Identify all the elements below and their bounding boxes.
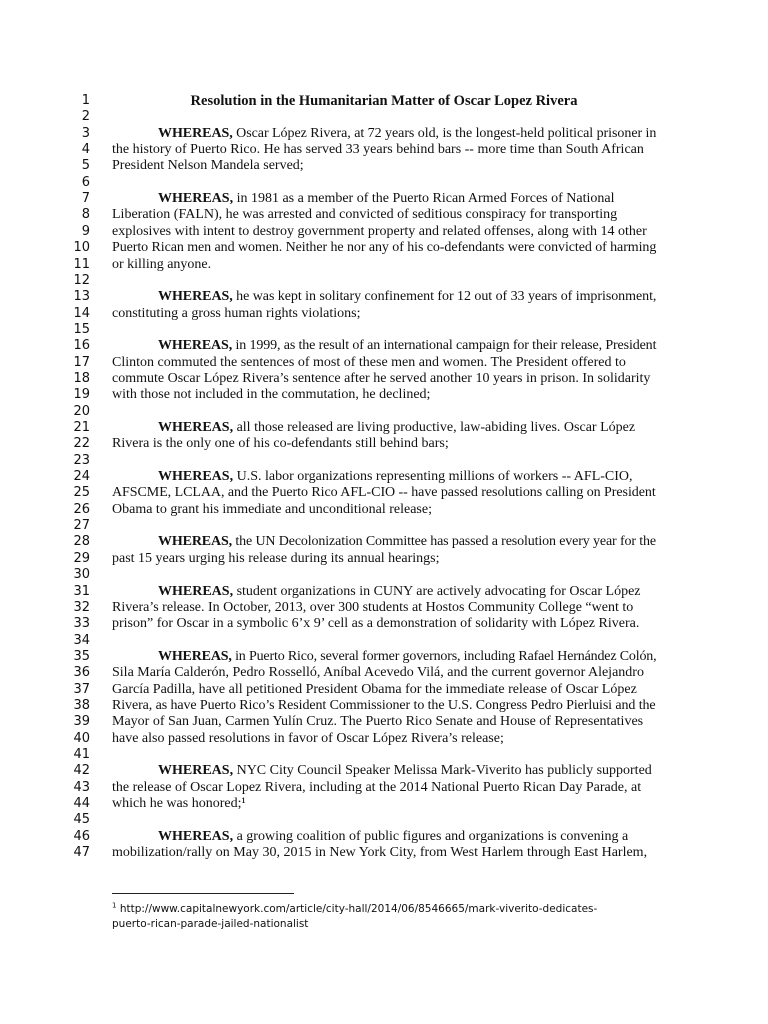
line-number: 37 — [73, 681, 90, 697]
line-content: in 1999, as the result of an international campaign for their release, President — [232, 338, 657, 354]
line-number: 8 — [81, 207, 90, 223]
document-line — [0, 584, 768, 600]
line-number: 44 — [73, 796, 90, 812]
document-line — [0, 371, 768, 387]
line-text — [112, 551, 656, 567]
document-line — [0, 126, 768, 142]
line-number: 6 — [81, 174, 90, 190]
line-content: Puerto Rican men and women. Neither he nor any of his co-defendants were convicted of harming — [112, 240, 657, 256]
line-text — [158, 420, 656, 436]
line-text — [158, 649, 656, 665]
document-line — [0, 436, 768, 452]
document-line — [0, 469, 768, 485]
line-content: the history of Puerto Rico. He has served 33 years behind bars -- more time than South African — [112, 142, 644, 158]
line-text — [112, 436, 656, 452]
line-number: 15 — [73, 321, 90, 337]
document-line — [0, 534, 768, 550]
line-content: he was kept in solitary confinement for 12 out of 33 years of imprisonment, — [232, 289, 657, 305]
whereas-keyword: WHEREAS, — [158, 583, 234, 599]
line-number: 30 — [73, 567, 90, 583]
line-text — [112, 845, 656, 861]
line-text — [112, 665, 656, 681]
line-content: constituting a gross human rights violations; — [112, 305, 361, 321]
document-line — [0, 338, 768, 354]
line-content: Rivera’s release. In October, 2013, over 300 students at Hostos Community College “went to — [112, 599, 634, 615]
line-number: 11 — [73, 256, 90, 272]
document-line — [0, 191, 768, 207]
document-line — [0, 796, 768, 812]
document-line — [0, 240, 768, 256]
line-number: 20 — [73, 403, 90, 419]
whereas-keyword: WHEREAS, — [158, 289, 233, 305]
line-number: 47 — [73, 845, 90, 861]
line-number: 14 — [73, 305, 90, 321]
line-number: 3 — [81, 125, 90, 141]
line-number: 2 — [81, 109, 90, 125]
line-number: 18 — [73, 370, 90, 386]
document-line — [0, 453, 768, 469]
line-number: 38 — [73, 697, 90, 713]
line-content: Rivera, as have Puerto Rico’s Resident Commissioner to the U.S. Congress Pedro Pierluisi and the — [112, 697, 656, 713]
line-content: García Padilla, have all petitioned President Obama for the immediate release of Oscar López — [112, 681, 637, 697]
footnote-divider — [112, 893, 294, 894]
line-text — [112, 682, 656, 698]
line-content: the release of Oscar Lopez Rivera, including at the 2014 National Puerto Rican Day Parade, at — [112, 779, 642, 795]
line-number: 25 — [73, 485, 90, 501]
document-line — [0, 698, 768, 714]
line-content: have also passed resolutions in favor of Oscar López Rivera’s release; — [112, 730, 504, 746]
line-content: in Puerto Rico, several former governors, including Rafael Hernández Colón, — [231, 648, 657, 664]
document-line — [0, 175, 768, 191]
line-content: U.S. labor organizations representing millions of workers -- AFL-CIO, — [233, 469, 633, 485]
line-number: 12 — [73, 272, 90, 288]
line-content: in 1981 as a member of the Puerto Rican Armed Forces of National — [233, 191, 615, 207]
document-line — [0, 322, 768, 338]
line-number: 26 — [73, 501, 90, 517]
line-text — [112, 371, 656, 387]
line-number: 16 — [73, 338, 90, 354]
footnote — [112, 902, 656, 932]
line-text — [112, 616, 656, 632]
line-content: Oscar López Rivera, at 72 years old, is the longest-held political prisoner in — [232, 125, 657, 141]
line-number: 39 — [73, 714, 90, 730]
line-content: or killing anyone. — [112, 256, 212, 272]
line-number: 7 — [81, 191, 90, 207]
line-text — [158, 191, 656, 207]
document-line — [0, 158, 768, 174]
line-number: 31 — [73, 583, 90, 599]
line-text — [112, 257, 656, 273]
document-line — [0, 420, 768, 436]
line-content: past 15 years urging his release during its annual hearings; — [112, 550, 440, 566]
line-text — [112, 600, 656, 616]
line-content: Clinton commuted the sentences of most of these men and women. The President offered to — [112, 354, 626, 370]
document-line — [0, 812, 768, 828]
line-number: 22 — [73, 436, 90, 452]
line-number: 29 — [73, 550, 90, 566]
document-line — [0, 485, 768, 501]
line-content: prison” for Oscar in a symbolic 6’x 9’ cell as a demonstration of solidarity with López Rivera. — [112, 616, 640, 632]
document-line — [0, 257, 768, 273]
line-number: 46 — [73, 828, 90, 844]
line-text — [112, 714, 656, 730]
document-line — [0, 845, 768, 861]
line-number: 10 — [73, 240, 90, 256]
document-line — [0, 682, 768, 698]
line-content: NYC City Council Speaker Melissa Mark-Viverito has publicly supported — [233, 763, 652, 779]
line-number: 41 — [73, 747, 90, 762]
footnote-marker: 1 — [112, 901, 117, 910]
document-line — [0, 649, 768, 665]
line-text — [158, 584, 656, 600]
document-line — [0, 731, 768, 747]
document-line — [0, 387, 768, 403]
line-number: 5 — [81, 158, 90, 174]
line-content: which he was honored;¹ — [112, 796, 246, 812]
line-number: 27 — [73, 518, 90, 534]
line-text — [158, 763, 656, 779]
line-content: Liberation (FALN), he was arrested and convicted of seditious conspiracy for transporting — [112, 207, 618, 223]
document-line — [0, 93, 768, 109]
line-text — [158, 829, 656, 845]
whereas-keyword: WHEREAS, — [158, 338, 233, 354]
line-number: 34 — [73, 632, 90, 648]
line-text — [112, 387, 656, 403]
document-line — [0, 404, 768, 420]
whereas-keyword: WHEREAS, — [158, 125, 233, 141]
line-number: 19 — [73, 387, 90, 403]
document-line — [0, 109, 768, 125]
line-number: 4 — [81, 142, 90, 158]
line-content: with those not included in the commutation, he declined; — [112, 387, 431, 403]
line-text — [112, 240, 656, 256]
line-content: Sila María Calderón, Pedro Rosselló, Aníbal Acevedo Vilá, and the current governor Alejandro — [112, 665, 644, 681]
line-text — [158, 534, 656, 550]
line-text — [112, 731, 656, 747]
line-content: student organizations in CUNY are actively advocating for Oscar López — [233, 583, 641, 599]
document-line — [0, 829, 768, 845]
line-text — [112, 780, 656, 796]
line-text — [112, 306, 656, 322]
line-number: 35 — [73, 648, 90, 664]
line-content: explosives with intent to destroy government property and related offenses, along with 14 other — [112, 223, 647, 239]
line-number: 32 — [73, 599, 90, 615]
document-line — [0, 207, 768, 223]
line-text — [112, 796, 656, 812]
line-number: 9 — [81, 223, 90, 239]
line-number: 43 — [73, 779, 90, 795]
document-line — [0, 567, 768, 583]
line-text — [158, 469, 656, 485]
line-text — [112, 207, 656, 223]
line-number: 24 — [73, 469, 90, 485]
whereas-keyword: WHEREAS, — [158, 763, 234, 779]
whereas-keyword: WHEREAS, — [158, 648, 232, 664]
line-content: Obama to grant his immediate and unconditional release; — [112, 501, 432, 517]
line-number: 17 — [73, 354, 90, 370]
line-text — [112, 224, 656, 240]
line-number: 36 — [73, 665, 90, 681]
line-content: mobilization/rally on May 30, 2015 in New York City, from West Harlem through East Harlem, — [112, 845, 648, 861]
document-line — [0, 600, 768, 616]
document-line — [0, 224, 768, 240]
line-content: AFSCME, LCLAA, and the Puerto Rico AFL-CIO -- have passed resolutions calling on President — [112, 485, 656, 501]
document-line — [0, 714, 768, 730]
document-line — [0, 633, 768, 649]
document-line — [0, 747, 768, 763]
document-line — [0, 355, 768, 371]
document-line — [0, 518, 768, 534]
line-content: President Nelson Mandela served; — [112, 158, 304, 174]
line-text — [112, 142, 656, 158]
line-number: 13 — [73, 289, 90, 305]
document-line — [0, 616, 768, 632]
document-line — [0, 306, 768, 322]
line-number: 40 — [73, 730, 90, 746]
document-title: Resolution in the Humanitarian Matter of Oscar Lopez Rivera — [190, 93, 578, 109]
line-text — [158, 338, 656, 354]
footnote-url-line-1: http://www.capitalnewyork.com/article/city-hall/2014/06/8546665/mark-viverito-dedicates- — [119, 903, 598, 915]
line-content: all those released are living productive, law-abiding lives. Oscar López — [233, 420, 636, 435]
document-line — [0, 665, 768, 681]
document-line — [0, 142, 768, 158]
line-text — [112, 502, 656, 518]
line-number: 23 — [73, 452, 90, 468]
whereas-keyword: WHEREAS, — [158, 828, 234, 844]
document-line — [0, 551, 768, 567]
line-number: 45 — [73, 812, 90, 828]
line-number: 42 — [73, 763, 90, 779]
line-number: 28 — [73, 534, 90, 550]
line-number: 33 — [73, 616, 90, 632]
whereas-keyword: WHEREAS, — [158, 469, 234, 485]
whereas-keyword: WHEREAS, — [158, 534, 233, 550]
line-content: Mayor of San Juan, Carmen Yulín Cruz. The Puerto Rico Senate and House of Representatives — [112, 714, 644, 730]
line-content: commute Oscar López Rivera’s sentence after he served another 10 years in prison. In solidarity — [112, 370, 651, 386]
document-line — [0, 273, 768, 289]
line-text — [158, 289, 656, 305]
line-content: Rivera is the only one of his co-defendants still behind bars; — [112, 436, 449, 452]
line-content: the UN Decolonization Committee has passed a resolution every year for the — [232, 534, 656, 550]
document-line — [0, 289, 768, 305]
line-content: a growing coalition of public figures and organizations is convening a — [233, 828, 629, 844]
document-line — [0, 502, 768, 518]
line-number: 21 — [73, 420, 90, 435]
line-text — [158, 126, 656, 142]
line-number: 1 — [81, 93, 90, 108]
line-text — [112, 698, 656, 714]
line-text — [112, 355, 656, 371]
document-line — [0, 763, 768, 779]
line-text — [112, 485, 656, 501]
whereas-keyword: WHEREAS, — [158, 191, 234, 207]
footnote-url-line-2: puerto-rican-parade-jailed-nationalist — [112, 918, 309, 930]
line-text — [112, 158, 656, 174]
whereas-keyword: WHEREAS, — [158, 420, 234, 435]
document-line — [0, 780, 768, 796]
